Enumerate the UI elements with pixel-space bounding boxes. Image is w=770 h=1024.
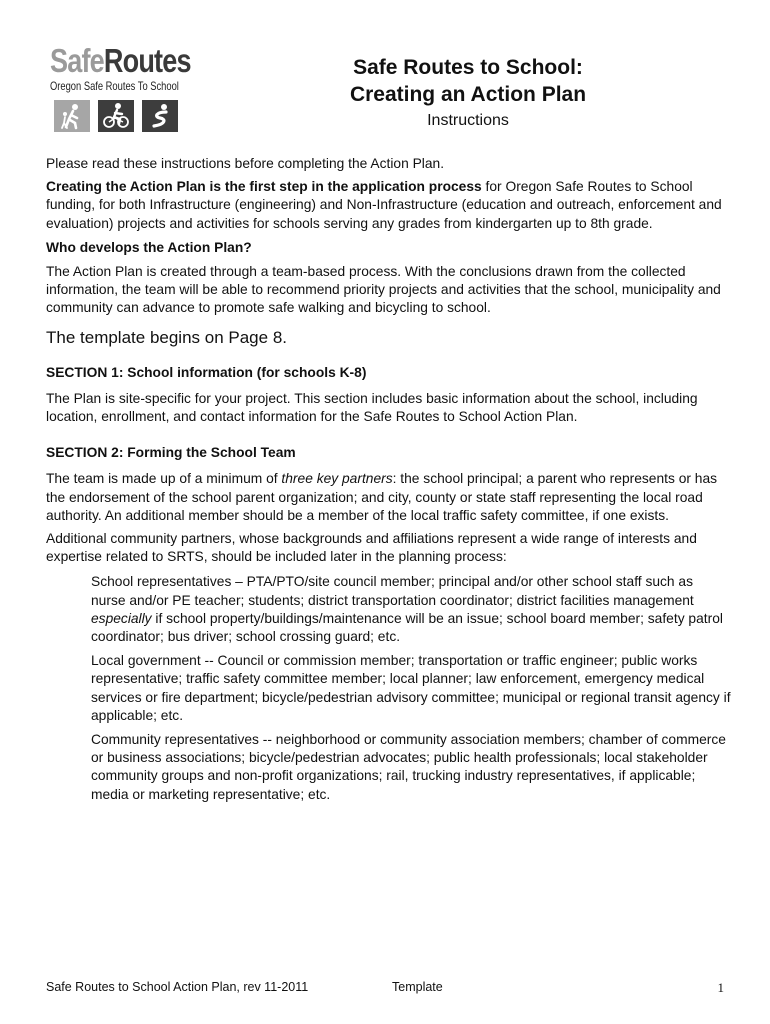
document-subtitle: Instructions bbox=[427, 112, 509, 129]
logo-wordmark bbox=[50, 42, 191, 79]
document-title-line-1: Safe Routes to School: bbox=[353, 56, 583, 79]
safe-routes-logo bbox=[50, 44, 200, 136]
local-government-item: Local government -- Council or commission member; transportation or traffic engineer; public works representative; traffic safety committee member; local planner; law enforcement, emergency medical services or fire department; bicycle/pedestrian advisory committee; municipal or regional transit agency if applicable; etc. bbox=[91, 653, 731, 723]
logo-icon-row bbox=[54, 100, 178, 132]
footer-page-number: 1 bbox=[717, 980, 724, 995]
walking-child-icon bbox=[54, 100, 90, 132]
logo-word-safe: Safe bbox=[50, 42, 104, 79]
additional-partners-paragraph: Additional community partners, whose backgrounds and affiliations represent a wide range of interests and expertise related to SRTS, should be included later in the planning process: bbox=[46, 531, 697, 565]
document-title-block bbox=[300, 54, 636, 132]
template-note: The template begins on Page 8. bbox=[46, 327, 287, 347]
school-reps-italic: especially bbox=[91, 610, 152, 626]
read-first-paragraph: Please read these instructions before completing the Action Plan. bbox=[46, 156, 445, 171]
school-reps-after: if school property/buildings/maintenance will be an issue; school board member; safety patrol coordinator; bus driver; school crossing guard; etc. bbox=[91, 610, 723, 645]
school-representatives-item bbox=[91, 573, 731, 646]
section-1-heading: SECTION 1: School information (for schools K-8) bbox=[46, 364, 367, 380]
bicyclist-icon bbox=[98, 100, 134, 132]
who-develops-heading: Who develops the Action Plan? bbox=[46, 239, 252, 255]
team-text-italic: three key partners bbox=[281, 471, 393, 487]
footer-template-label: Template bbox=[392, 980, 443, 994]
community-representatives-item: Community representatives -- neighborhood or community association members; chamber of commerce or business associations; bicycle/pedestrian advocates; public health professionals; local stakeholder community groups and non-profit organizations; rail, trucking industry representatives, if applicable; media or marketing representative; etc. bbox=[91, 732, 726, 802]
section-2-heading: SECTION 2: Forming the School Team bbox=[46, 445, 296, 461]
section-1-paragraph: The Plan is site-specific for your project. This section includes basic information about the school, including location, enrollment, and contact information for the Safe Routes to School Action Plan. bbox=[46, 390, 698, 425]
document-body bbox=[46, 155, 736, 810]
intro-paragraph bbox=[46, 178, 736, 233]
school-reps-before: School representatives – PTA/PTO/site council member; principal and/or other school staff such as nurse and/or PE teacher; students; district transportation coordinator; district facilities management bbox=[91, 574, 694, 608]
footer-document-info: Safe Routes to School Action Plan, rev 11-2011 bbox=[46, 980, 309, 994]
safe-routes-s-icon bbox=[142, 100, 178, 132]
logo-subtitle: Oregon Safe Routes To School bbox=[50, 79, 179, 93]
who-develops-paragraph: The Action Plan is created through a team-based process. With the conclusions drawn from the collected information, the team will be able to recommend priority projects and activities that the school, municipality and community can advance to promote safe walking and bicycling to school. bbox=[46, 264, 721, 316]
team-text-after: : the school principal; a parent who represents or has the endorsement of the school parent organization; and city, county or state staff representing the local road authority. An additional member should be a member of the local traffic safety committee, if one exists. bbox=[46, 471, 718, 523]
document-title-line-2: Creating an Action Plan bbox=[349, 83, 587, 106]
intro-lead-text: for Oregon Safe Routes to School funding, for both Infrastructure (engineering) and Non-Infrastructure (education and outreach, enforcement and evaluation) projects and activities for schools serving any grades from kindergarten up to 8th grade. bbox=[46, 179, 722, 231]
logo-word-routes: Routes bbox=[103, 42, 191, 79]
team-text-before: The team is made up of a minimum of bbox=[46, 471, 282, 487]
team-paragraph bbox=[46, 470, 736, 525]
intro-lead-bold: Creating the Action Plan is the first step in the application process bbox=[46, 179, 482, 195]
